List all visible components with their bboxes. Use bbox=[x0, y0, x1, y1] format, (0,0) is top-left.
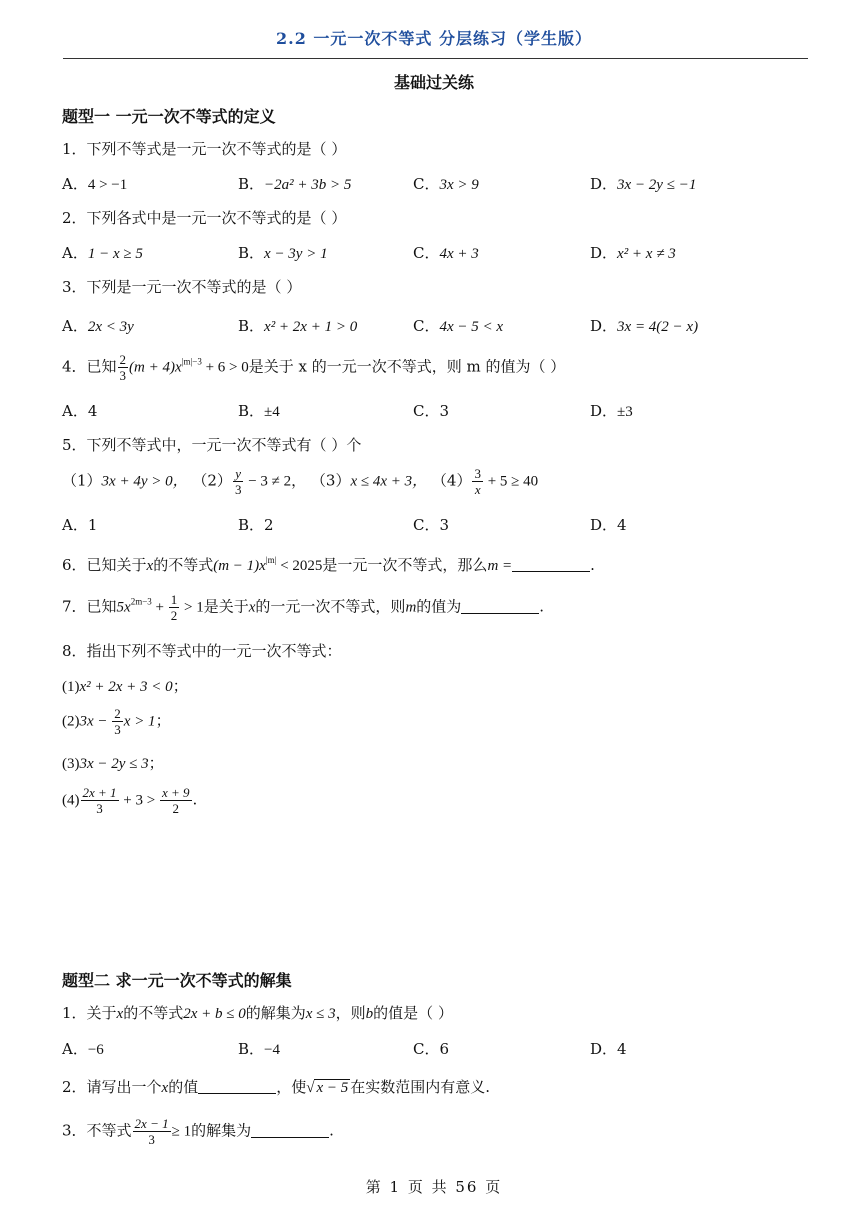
question-8-stem: 8．指出下列不等式中的一元一次不等式： bbox=[62, 642, 342, 660]
q4-fraction: $\frac{2}{3}$ bbox=[119, 352, 127, 383]
q2-option-d[interactable]: D．x² + x ≠ 3 bbox=[590, 244, 676, 262]
s2-q1-option-a[interactable]: A．−6 bbox=[62, 1040, 104, 1058]
s2-q1-option-b[interactable]: B．−4 bbox=[238, 1040, 280, 1058]
question-2-stem: 2．下列各式中是一元一次不等式的是（ ） bbox=[62, 209, 347, 227]
q2-option-b[interactable]: B．x − 3y > 1 bbox=[238, 244, 328, 262]
question-4-stem: 4．已知 $\frac{2}{3}$ $(m + 4)x^{|m|-3} + 6 > 0$是关于 x 的一元一次不等式，则 m 的值为（ ） bbox=[62, 352, 566, 383]
q7-answer-blank[interactable] bbox=[461, 599, 539, 614]
q5-option-b[interactable]: B．2 bbox=[238, 516, 274, 534]
question-6-stem: 6．已知关于x的不等式$(m - 1)x^{|m|} < 2025$是一元一次不等式，那么m = . bbox=[62, 555, 595, 574]
s2-question-3-stem: 3．不等式 $\frac{2x - 1}{3}$ ≥ 1的解集为 . bbox=[62, 1116, 334, 1147]
section2-title: 题型二 求一元一次不等式的解集 bbox=[62, 971, 292, 990]
q3-option-a[interactable]: A．2x < 3y bbox=[62, 317, 134, 335]
header-rule bbox=[63, 58, 808, 59]
q1-option-c[interactable]: C．3x > 9 bbox=[413, 175, 479, 193]
question-7-stem: 7．已知$5x^{2m-3}$ + $\frac{1}{2}$ > 1是关于x的一元一次不等式，则m的值为 . bbox=[62, 592, 545, 623]
question-1-stem: 1．下列不等式是一元一次不等式的是（ ） bbox=[62, 140, 347, 158]
s2-question-1-stem: 1．关于x的不等式2x + b ≤ 0的解集为x ≤ 3，则b的值是（ ） bbox=[62, 1004, 453, 1022]
q2-option-c[interactable]: C．4x + 3 bbox=[413, 244, 479, 262]
q5-option-d[interactable]: D．4 bbox=[590, 516, 627, 534]
q6-answer-blank[interactable] bbox=[512, 557, 590, 572]
page-footer: 第 1 页 共 56 页 bbox=[365, 1178, 503, 1196]
q8-item-2: (2)3x − $\frac{2}{3}$ x > 1； bbox=[62, 706, 171, 737]
q4-option-c[interactable]: C．3 bbox=[413, 402, 450, 420]
s2-question-2-stem: 2．请写出一个x的值 ，使√ x − 5 在实数范围内有意义. bbox=[62, 1078, 491, 1096]
q5-option-a[interactable]: A．1 bbox=[62, 516, 98, 534]
q4-option-d[interactable]: D．±3 bbox=[590, 402, 633, 420]
sqrt-expression: √ x − 5 bbox=[306, 1080, 349, 1096]
q4-option-b[interactable]: B．±4 bbox=[238, 402, 280, 420]
document-title: 2.2 一元一次不等式 分层练习（学生版） bbox=[276, 29, 592, 48]
q2-option-a[interactable]: A．1 − x ≥ 5 bbox=[62, 244, 143, 262]
question-5-stem: 5．下列不等式中，一元一次不等式有（ ）个 bbox=[62, 436, 362, 454]
s2-q2-answer-blank[interactable] bbox=[198, 1079, 276, 1094]
q5-option-c[interactable]: C．3 bbox=[413, 516, 450, 534]
s2-q1-option-c[interactable]: C．6 bbox=[413, 1040, 450, 1058]
q8-item-4: (4) $\frac{2x + 1}{3}$ + 3 > $\frac{x + 9}{2}$ . bbox=[62, 785, 198, 816]
q1-option-a[interactable]: A．4 > −1 bbox=[62, 175, 128, 193]
q3-option-c[interactable]: C．4x − 5 < x bbox=[413, 317, 504, 335]
q5-items: （1）3x + 4y > 0， （2） $\frac{y}{3}$ − 3 ≠ 2， （3）x ≤ 4x + 3， （4） $\frac{3}{x}$ + 5 ≥ 40 bbox=[62, 466, 539, 497]
q3-option-b[interactable]: B．x² + 2x + 1 > 0 bbox=[238, 317, 358, 335]
q8-item-3: (3)3x − 2y ≤ 3； bbox=[62, 754, 164, 772]
q1-option-b[interactable]: B．−2a² + 3b > 5 bbox=[238, 175, 352, 193]
question-3-stem: 3．下列是一元一次不等式的是（ ） bbox=[62, 278, 302, 296]
q1-option-d[interactable]: D．3x − 2y ≤ −1 bbox=[590, 175, 697, 193]
q8-item-1: (1)x² + 2x + 3 < 0； bbox=[62, 677, 188, 695]
level-title: 基础过关练 bbox=[393, 73, 474, 92]
s2-q1-option-d[interactable]: D．4 bbox=[590, 1040, 627, 1058]
section1-title: 题型一 一元一次不等式的定义 bbox=[62, 107, 276, 126]
s2-q3-answer-blank[interactable] bbox=[251, 1123, 329, 1138]
q4-option-a[interactable]: A．4 bbox=[62, 402, 98, 420]
q3-option-d[interactable]: D．3x = 4(2 − x) bbox=[590, 317, 699, 335]
